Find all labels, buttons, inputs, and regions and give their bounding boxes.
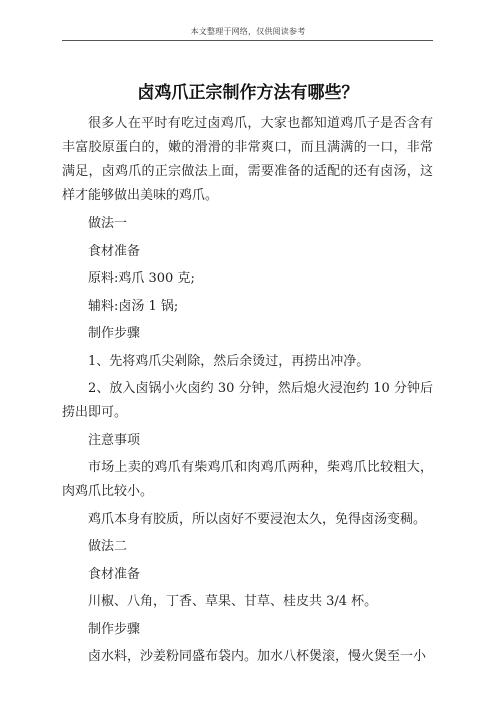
subheading-steps: 制作步骤 <box>88 326 141 341</box>
ingredient-main: 原料:鸡爪 300 克; <box>88 271 195 286</box>
subheading-notes: 注意事项 <box>88 432 141 448</box>
note-paragraph-2: 鸡爪本身有胶质，所以卤好不要浸泡太久，免得卤汤变稠。 <box>88 511 427 527</box>
header-note: 本文整理于网络，仅供阅读参考 <box>190 27 306 36</box>
step-2: 2、放入卤锅小火卤约 30 分钟，然后熄火浸泡约 10 分钟后捞出即可。 <box>62 381 433 420</box>
ingredient-auxiliary: 辅料:卤汤 1 锅; <box>88 298 179 314</box>
section-heading-method-2: 做法二 <box>88 539 128 554</box>
step-method-2-text: 卤水料，沙姜粉同盛布袋内。加水八杯煲滚，慢火煲至一小 <box>88 649 427 664</box>
document-title: 卤鸡爪正宗制作方法有哪些？ <box>137 83 359 103</box>
subheading-steps-2: 制作步骤 <box>88 621 141 637</box>
subheading-ingredients: 食材准备 <box>88 243 141 259</box>
ingredient-spices: 川椒、八角，丁香、草果、甘草、桂皮共 3/4 杯。 <box>88 594 378 609</box>
section-heading-method-1: 做法一 <box>88 216 128 231</box>
subheading-ingredients-2: 食材准备 <box>88 566 141 582</box>
intro-paragraph: 很多人在平时有吃过卤鸡爪，大家也都知道鸡爪子是否含有丰富胶原蛋白的，嫩的滑滑的非常爽口，而且满满的一口，非常满足，卤鸡爪的正宗做法上面，需要准备的适配的还有卤汤，这样才能够做出美味的鸡爪。 <box>62 116 433 203</box>
note-paragraph-1: 市场上卖的鸡爪有柴鸡爪和肉鸡爪两种，柴鸡爪比较粗大，肉鸡爪比较小。 <box>62 460 433 499</box>
step-1: 1、先将鸡爪尖剁除，然后余烫过，再捞出冲净。 <box>88 353 370 369</box>
header-divider <box>62 40 433 41</box>
document-body <box>62 112 433 673</box>
